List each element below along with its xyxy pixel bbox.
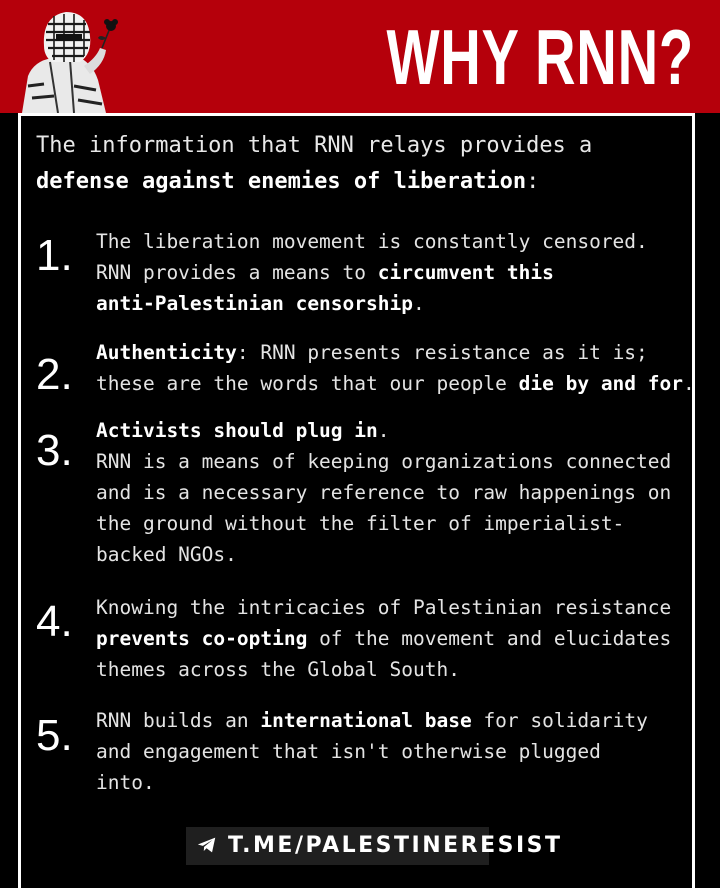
item-1-line-3 [96,288,686,319]
item-1-period: . [412,292,425,315]
item-2-period: . [683,372,695,395]
item-2-emphasis: Authenticity [96,341,237,364]
item-number-1: 1. [36,231,73,280]
item-3-line-4: the ground without the filter of imperialist- [96,512,625,535]
item-3-line-5: backed NGOs. [96,543,237,566]
item-number-4: 4. [36,597,73,646]
item-3-line-3: and is a necessary reference to raw happenings on [96,481,672,504]
list-item-4 [96,592,686,685]
item-5-line-2: and engagement that isn't otherwise plugged [96,740,601,763]
item-5-text-2: for solidarity [471,709,648,732]
item-number-5: 5. [36,711,73,760]
item-4-line-1: Knowing the intricacies of Palestinian resistance [96,596,672,619]
item-3-line-1 [96,415,686,446]
item-1-line-1: The liberation movement is constantly censored. [96,230,648,253]
keffiyeh-fighter-image [14,6,126,113]
item-5-text: RNN builds an [96,709,261,732]
item-4-line-2 [96,623,686,654]
intro-colon: : [526,169,540,194]
item-4-emphasis: prevents co-opting [96,627,308,650]
item-5-emphasis: international base [260,709,472,732]
list-item-5 [96,705,686,798]
item-2-text-2: these are the words that our people [96,372,519,395]
item-5-line-1 [96,705,686,736]
item-1-emphasis: circumvent this [377,261,554,284]
list-item-2 [96,337,695,399]
intro-text [36,128,686,200]
item-2-line-2 [96,368,695,399]
item-3-line-2: RNN is a means of keeping organizations connected [96,450,672,473]
item-number-2: 2. [36,350,73,399]
intro-line-2 [36,164,686,200]
list-item-1 [96,226,686,319]
item-1-text: RNN provides a means to [96,261,378,284]
item-4-text: of the movement and elucidates [307,627,672,650]
item-2-emphasis-2: die by and for [518,372,684,395]
intro-emphasis: defense against enemies of liberation [36,169,527,194]
intro-line-1: The information that RNN relays provides a [36,133,593,158]
item-1-emphasis-2: anti-Palestinian censorship [96,292,413,315]
list-item-3 [96,415,686,570]
telegram-icon [196,834,218,856]
item-1-line-2 [96,257,686,288]
item-5-line-3: into. [96,771,155,794]
item-2-text: : RNN presents resistance as it is; [236,341,648,364]
item-2-line-1 [96,337,686,368]
item-4-line-3: themes across the Global South. [96,658,460,681]
item-number-3: 3. [36,426,73,475]
item-3-emphasis: Activists should plug in [96,419,378,442]
item-3-period: . [377,419,390,442]
page-title: WHY RNN? [386,13,694,101]
telegram-link-text[interactable]: T.ME/PALESTINERESIST [228,833,563,858]
